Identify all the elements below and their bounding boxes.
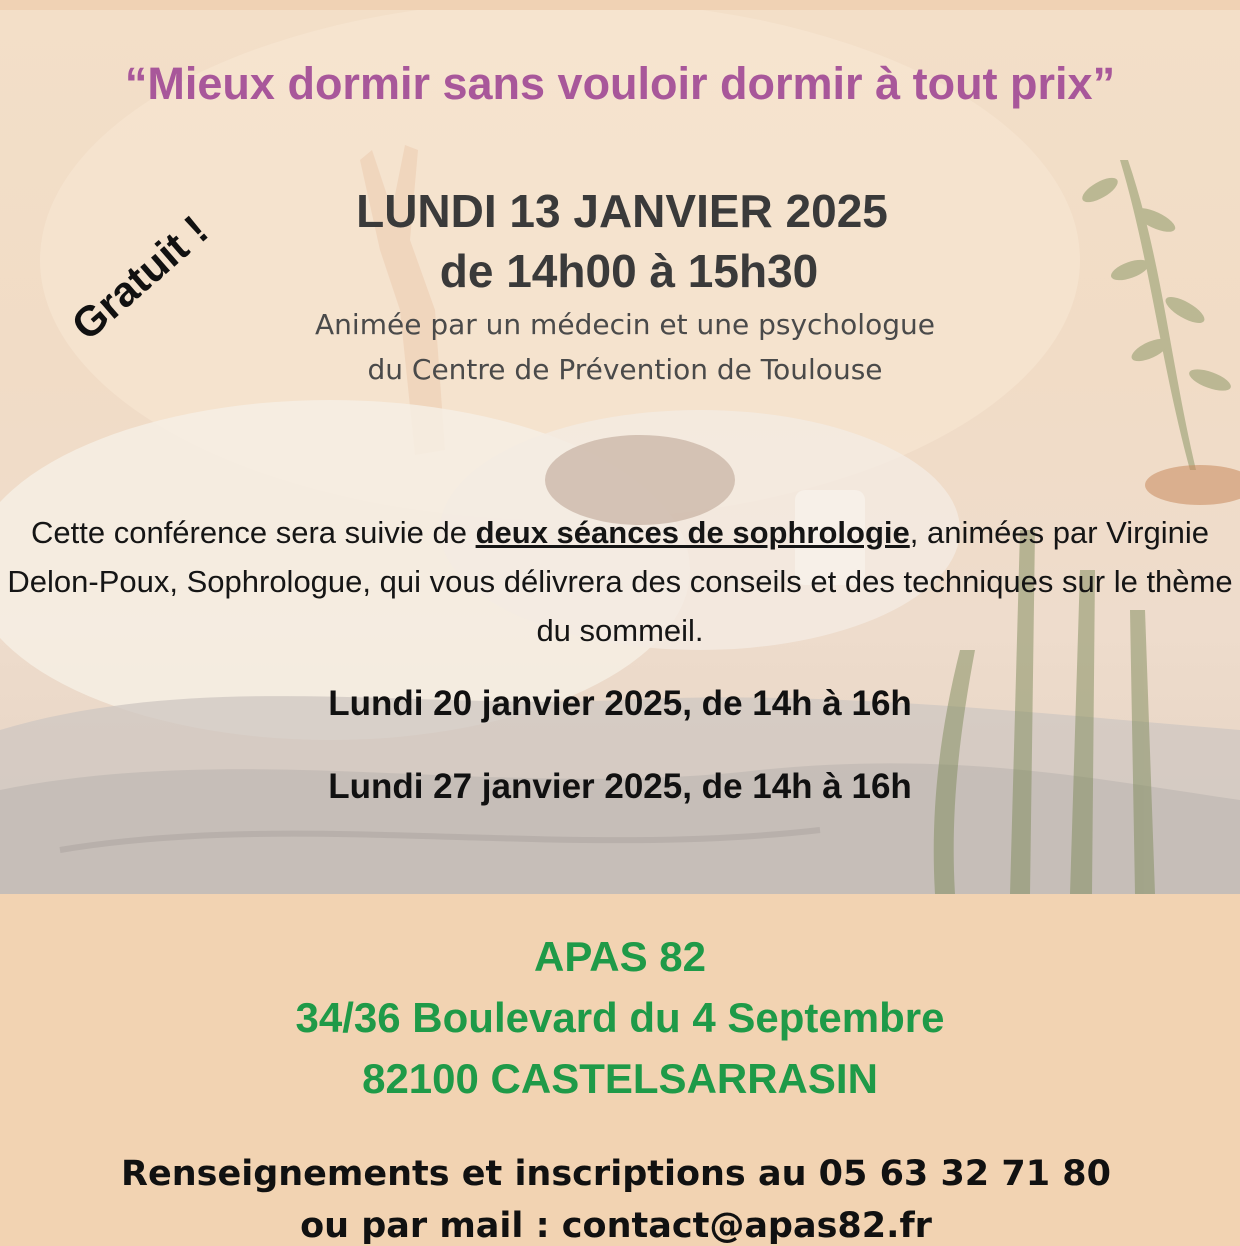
description-after: , animées par Virginie Delon-Poux, Sophrologue, qui vous délivrera des conseils et des techniques sur le thème du sommeil. xyxy=(7,515,1233,648)
session-date-1: Lundi 20 janvier 2025, de 14h à 16h xyxy=(328,684,912,723)
host-line-1: Animée par un médecin et une psychologue xyxy=(315,308,935,341)
conference-description xyxy=(0,508,1240,655)
address-street: 34/36 Boulevard du 4 Septembre xyxy=(295,994,945,1041)
host-line-2: du Centre de Prévention de Toulouse xyxy=(367,353,883,386)
top-band xyxy=(0,0,1240,10)
quote-title: “Mieux dormir sans vouloir dormir à tout prix” xyxy=(124,58,1116,109)
description-before: Cette conférence sera suivie de xyxy=(31,515,476,550)
contact-email: ou par mail : contact@apas82.fr xyxy=(300,1206,932,1246)
free-badge: Gratuit ! xyxy=(62,206,217,349)
organization-name: APAS 82 xyxy=(534,933,706,980)
bedroom-illustration xyxy=(0,10,1240,894)
contact-phone: Renseignements et inscriptions au 05 63 32 71 80 xyxy=(121,1154,1111,1194)
event-date: LUNDI 13 JANVIER 2025 xyxy=(356,185,888,237)
event-time: de 14h00 à 15h30 xyxy=(439,245,819,297)
sophrology-sessions-emphasis: deux séances de sophrologie xyxy=(475,515,910,550)
address-city: 82100 CASTELSARRASIN xyxy=(362,1055,878,1102)
hero-photo xyxy=(0,10,1240,894)
session-date-2: Lundi 27 janvier 2025, de 14h à 16h xyxy=(328,767,912,806)
